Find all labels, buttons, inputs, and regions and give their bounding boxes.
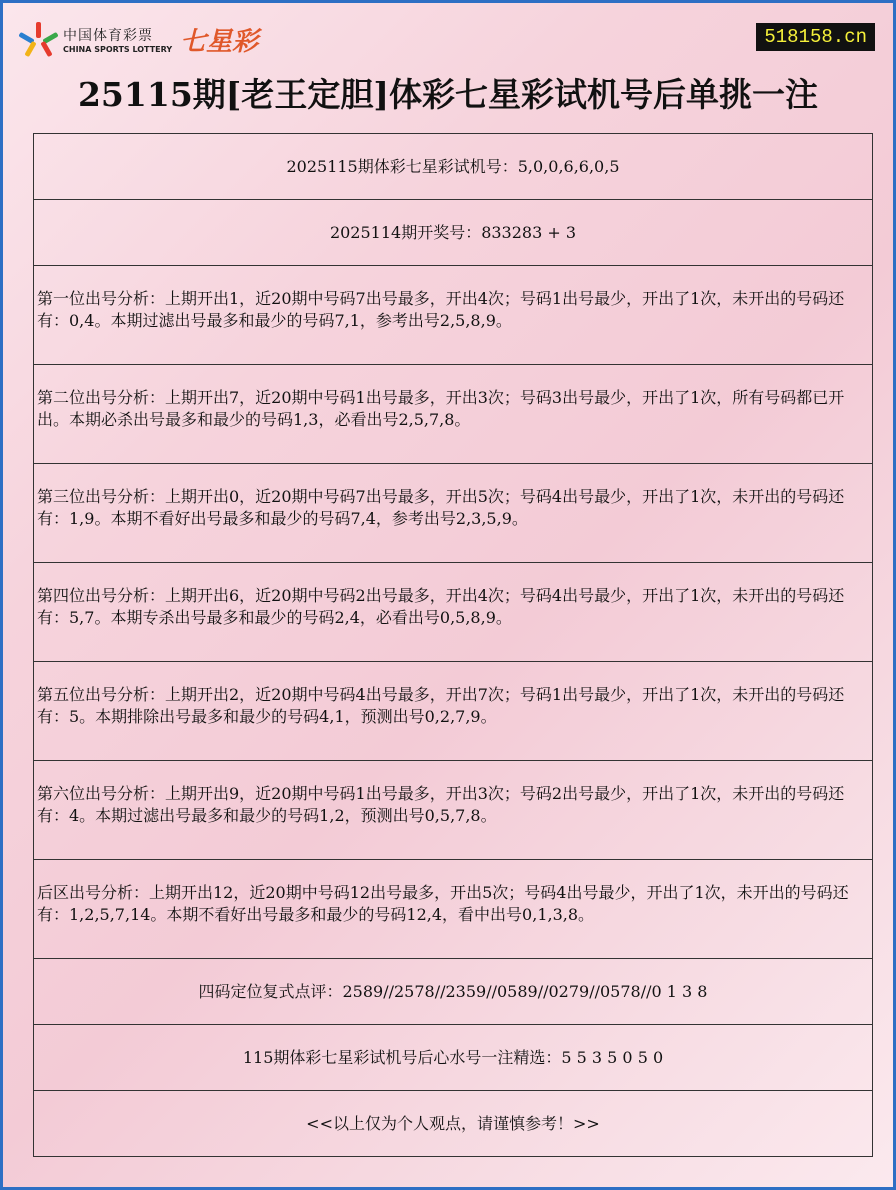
position-1-analysis: 第一位出号分析：上期开出1，近20期中号码7出号最多，开出4次；号码1出号最少，开出了1次，未开出的号码还有：0,4。本期过滤出号最多和最少的号码7,1，参考出号2,5,8,9。 [34, 266, 873, 365]
position-3-analysis: 第三位出号分析：上期开出0，近20期中号码7出号最多，开出5次；号码4出号最少，开出了1次，未开出的号码还有：1,9。本期不看好出号最多和最少的号码7,4，参考出号2,3,5,9。 [34, 464, 873, 563]
site-badge: 518158.cn [756, 23, 875, 51]
back-zone-analysis: 后区出号分析：上期开出12，近20期中号码12出号最多，开出5次；号码4出号最少，开出了1次，未开出的号码还有：1,2,5,7,14。本期不看好出号最多和最少的号码12,4，看中出号0,1,3,8。 [34, 860, 873, 959]
game-logo-text: 七星彩 [180, 27, 259, 57]
analysis-table [33, 133, 873, 1157]
position-6-analysis: 第六位出号分析：上期开出9，近20期中号码1出号最多，开出3次；号码2出号最少，开出了1次，未开出的号码还有：4。本期过滤出号最多和最少的号码1,2，预测出号0,5,7,8。 [34, 761, 873, 860]
four-code-review-row: 四码定位复式点评：2589//2578//2359//0589//0279//0578//0 1 3 8 [34, 959, 873, 1025]
last-draw-row: 2025114期开奖号：833283 + 3 [34, 200, 873, 266]
china-sports-lottery-logo [21, 21, 258, 58]
page-title: 25115期[老王定胆]体彩七星彩试机号后单挑一注 [77, 75, 819, 114]
position-4-analysis: 第四位出号分析：上期开出6，近20期中号码2出号最多，开出4次；号码4出号最少，开出了1次，未开出的号码还有：5,7。本期专杀出号最多和最少的号码2,4，必看出号0,5,8,9。 [34, 563, 873, 662]
position-5-analysis: 第五位出号分析：上期开出2，近20期中号码4出号最多，开出7次；号码1出号最少，开出了1次，未开出的号码还有：5。本期排除出号最多和最少的号码4,1，预测出号0,2,7,9。 [34, 662, 873, 761]
lottery-star-icon [21, 22, 57, 58]
logo-cn-text: 中国体育彩票 [63, 28, 153, 44]
trial-number-row: 2025115期体彩七星彩试机号：5,0,0,6,6,0,5 [34, 134, 873, 200]
disclaimer-row: <<以上仅为个人观点，请谨慎参考！>> [34, 1091, 873, 1157]
position-2-analysis: 第二位出号分析：上期开出7，近20期中号码1出号最多，开出3次；号码3出号最少，开出了1次，所有号码都已开出。本期必杀出号最多和最少的号码1,3，必看出号2,5,7,8。 [34, 365, 873, 464]
pick-row: 115期体彩七星彩试机号后心水号一注精选：5 5 3 5 0 5 0 [34, 1025, 873, 1091]
logo-en-text: CHINA SPORTS LOTTERY [63, 45, 173, 54]
